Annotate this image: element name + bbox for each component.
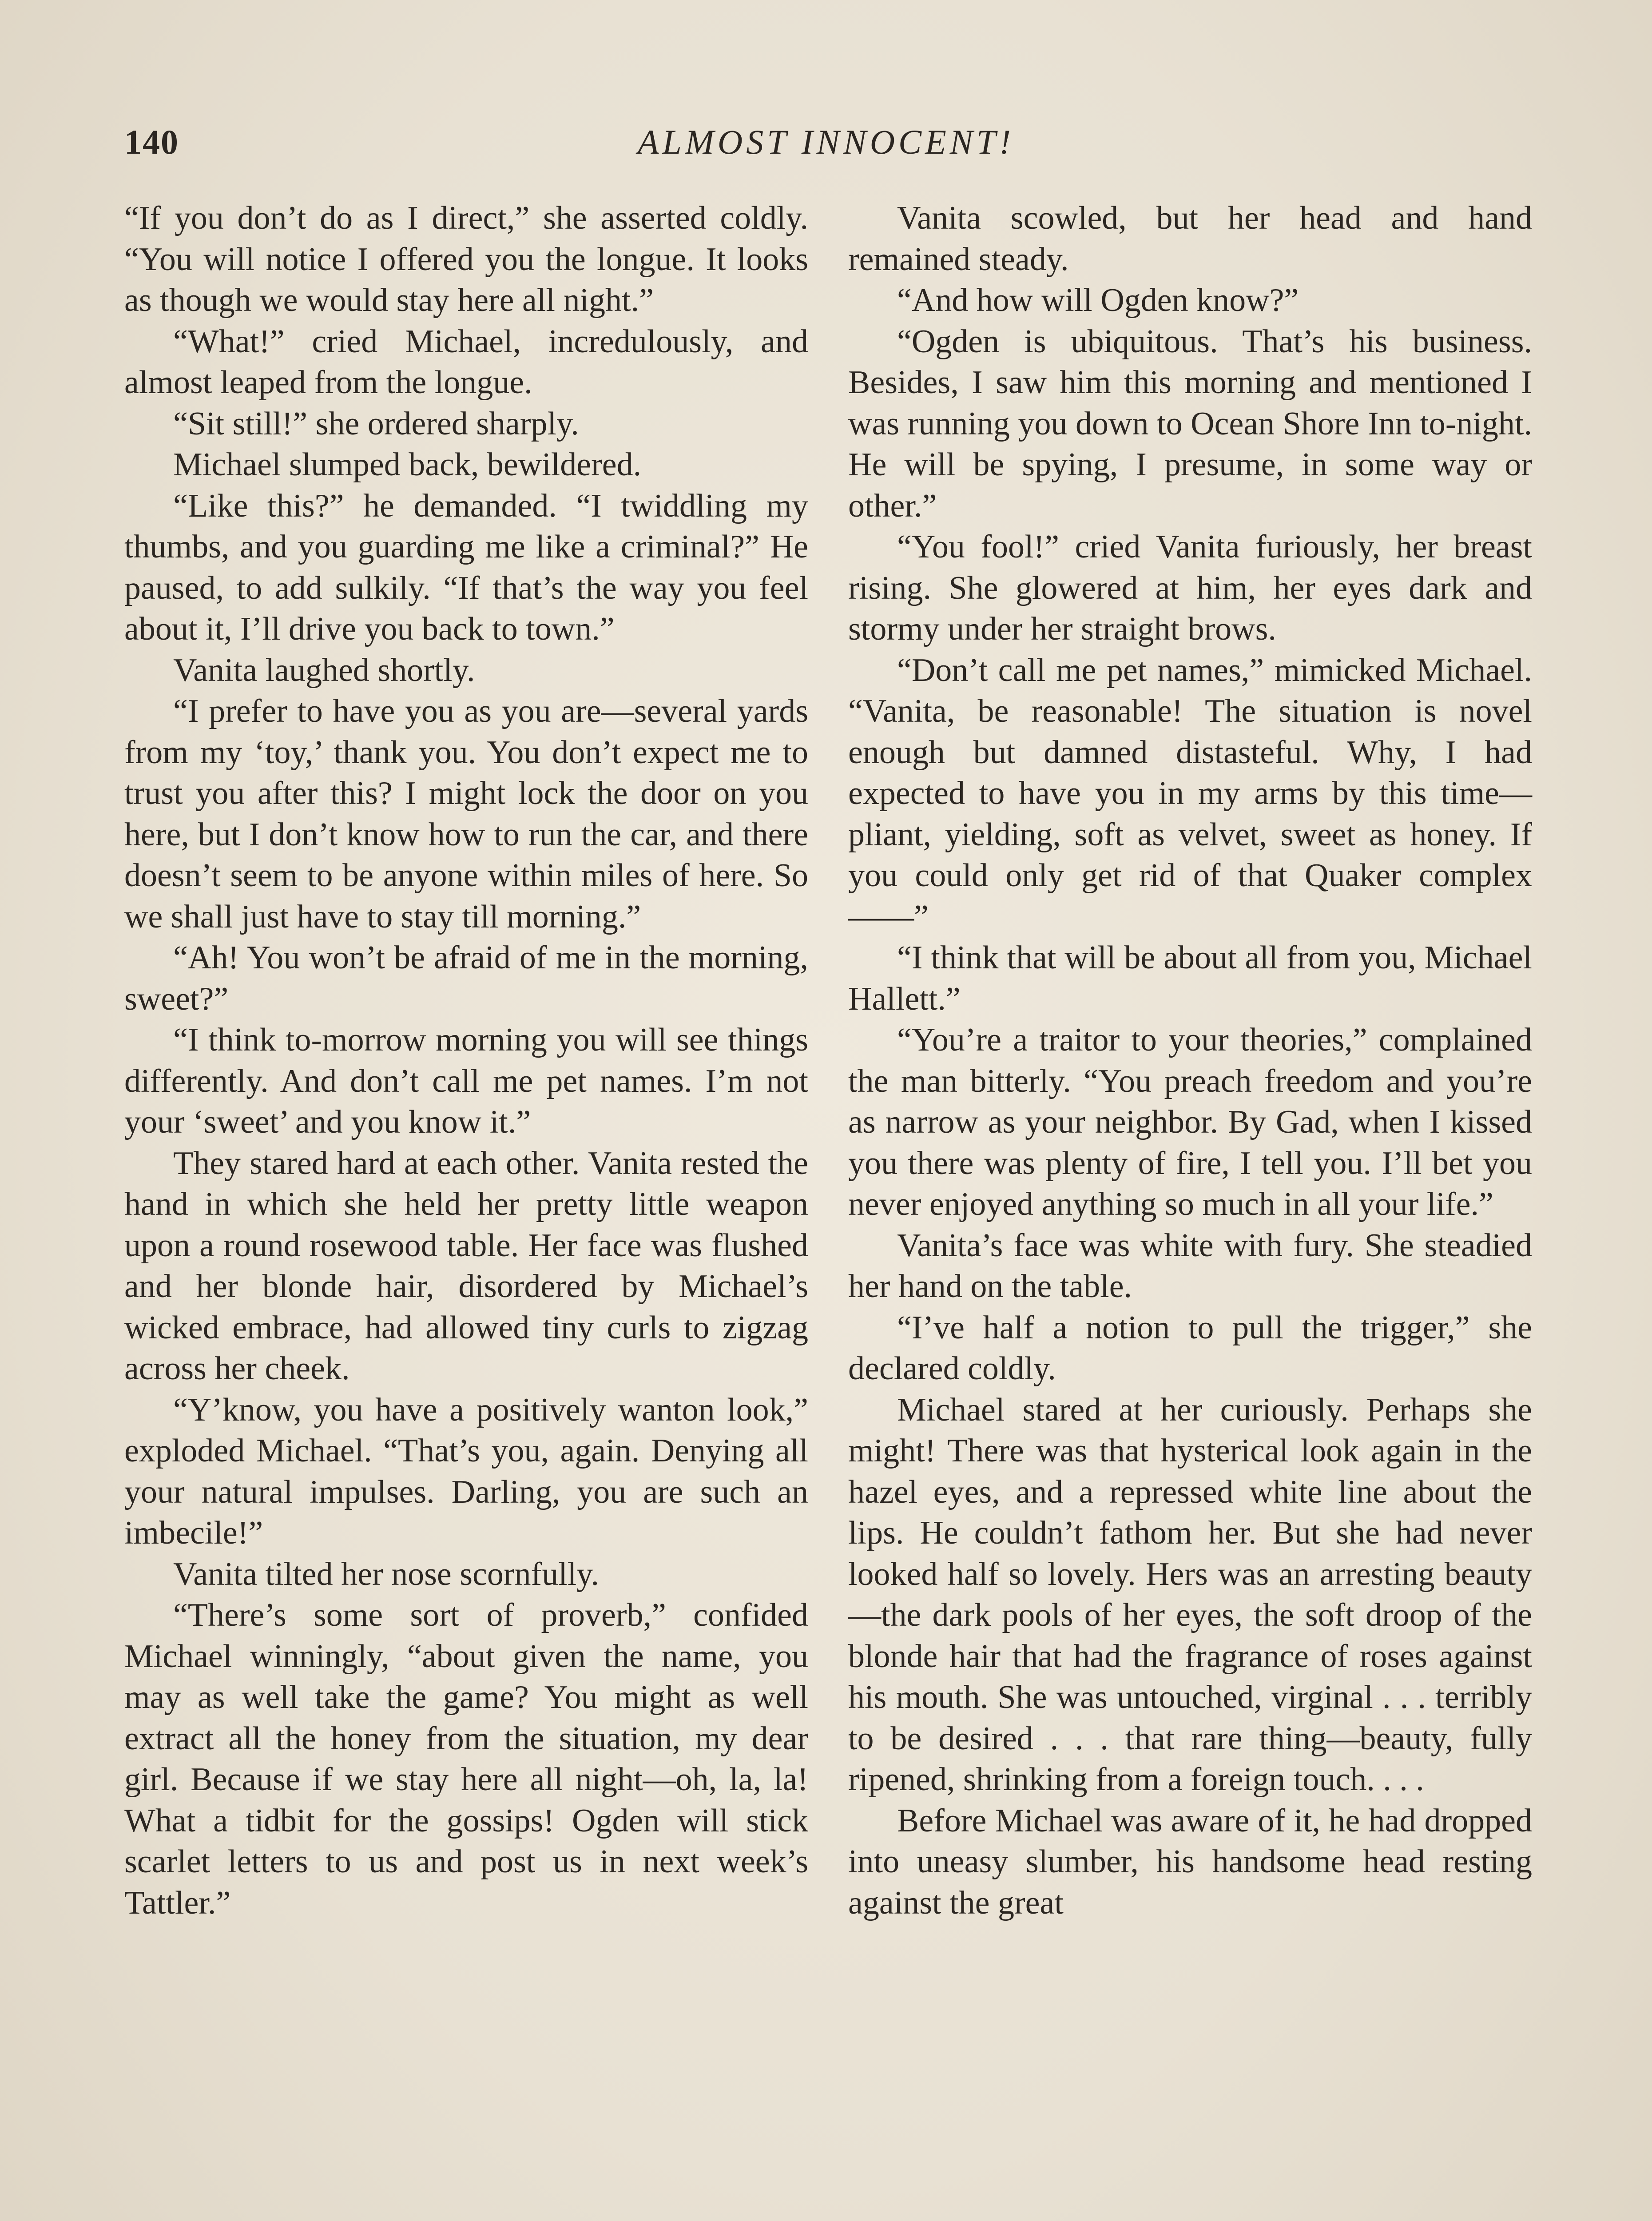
paragraph: They stared hard at each other. Vanita rested the hand in which she held her pretty little weapon upon a round rosewood table. Her face was flushed and her blonde hair, disordered by Michael’s wicked embrace, had allowed tiny curls to zigzag across her cheek. [124,1145,808,1387]
paragraph: “Like this?” he demanded. “I twiddling my thumbs, and you guarding me like a criminal?” He paused, to add sulkily. “If that’s the way you feel about it, I’ll drive you back to town.” [124,487,808,647]
paragraph: “You fool!” cried Vanita furiously, her breast rising. She glowered at him, her eyes dark and stormy under her straight brows. [848,529,1532,647]
paragraph: “Ah! You won’t be afraid of me in the morning, sweet?” [124,939,808,1017]
left-column [124,198,808,1923]
paragraph: “Sit still!” she ordered sharply. [173,405,579,442]
right-column [848,198,1532,1923]
paragraph: “Don’t call me pet names,” mimicked Michael. “Vanita, be reasonable! The situation is novel enough but damned distasteful. Why, I had expected to have you in my arms by this time—pliant, yielding, soft as velvet, sweet as honey. If you could only get rid of that Quaker complex——” [848,652,1532,935]
paragraph: “I think to-morrow morning you will see things differently. And don’t call me pet names. I’m not your ‘sweet’ and you know it.” [124,1022,808,1140]
paragraph: Vanita tilted her nose scornfully. [173,1556,600,1592]
paragraph: Michael stared at her curiously. Perhaps she might! There was that hysterical look again in the hazel eyes, and a repressed white line about the lips. He couldn’t fathom her. But she had never looked half so lovely. Hers was an arresting beauty—the dark pools of her eyes, the soft droop of the blonde hair that had the fragrance of roses against his mouth. She was untouched, virginal . . . terribly to be desired . . . that rare thing—beauty, fully ripened, shrinking from a foreign touch. . . . [848,1391,1532,1798]
paragraph: “Y’know, you have a positively wanton look,” exploded Michael. “That’s you, again. Denying all your natural impulses. Darling, you are such an imbecile!” [124,1391,808,1551]
paragraph: “If you don’t do as I direct,” she asserted coldly. “You will notice I offered you the longue. It looks as though we would stay here all night.” [124,200,808,318]
paragraph: “What!” cried Michael, incredulously, and almost leaped from the longue. [124,323,808,401]
paragraph: Vanita scowled, but her head and hand remained steady. [848,200,1532,278]
paragraph: Vanita laughed shortly. [173,652,475,689]
paragraph: “Ogden is ubiquitous. That’s his business. Besides, I saw him this morning and mentioned I was running you down to Ocean Shore Inn to-night. He will be spying, I presume, in some way or other.” [848,323,1532,524]
paragraph: Michael slumped back, bewildered. [173,446,642,483]
paragraph: “You’re a traitor to your theories,” complained the man bitterly. “You preach freedom and you’re as narrow as your neighbor. By Gad, when I kissed you there was plenty of fire, I tell you. I’ll bet you never enjoyed anything so much in all your life.” [848,1022,1532,1222]
paragraph: “I prefer to have you as you are—several yards from my ‘toy,’ thank you. You don’t expect me to trust you after this? I might lock the door on you here, but I don’t know how to run the car, and there doesn’t seem to be anyone within miles of here. So we shall just have to stay till morning.” [124,693,808,935]
paragraph: Before Michael was aware of it, he had dropped into uneasy slumber, his handsome head resting against the great [848,1802,1532,1921]
paragraph: “There’s some sort of proverb,” confided Michael winningly, “about given the name, you may as well take the game? You might as well extract all the honey from the situation, my dear girl. Because if we stay here all night—oh, la, la! What a tidbit for the gossips! Ogden will stick scarlet letters to us and post us in next week’s Tattler.” [124,1597,808,1921]
page-header [124,122,1528,171]
paragraph: Vanita’s face was white with fury. She steadied her hand on the table. [848,1227,1532,1305]
paragraph: “I’ve half a notion to pull the trigger,” she declared coldly. [848,1309,1532,1387]
paragraph: “I think that will be about all from you, Michael Hallett.” [848,939,1532,1017]
running-title: ALMOST INNOCENT! [637,123,1015,161]
paragraph: “And how will Ogden know?” [897,282,1299,318]
page-number: 140 [124,123,179,161]
